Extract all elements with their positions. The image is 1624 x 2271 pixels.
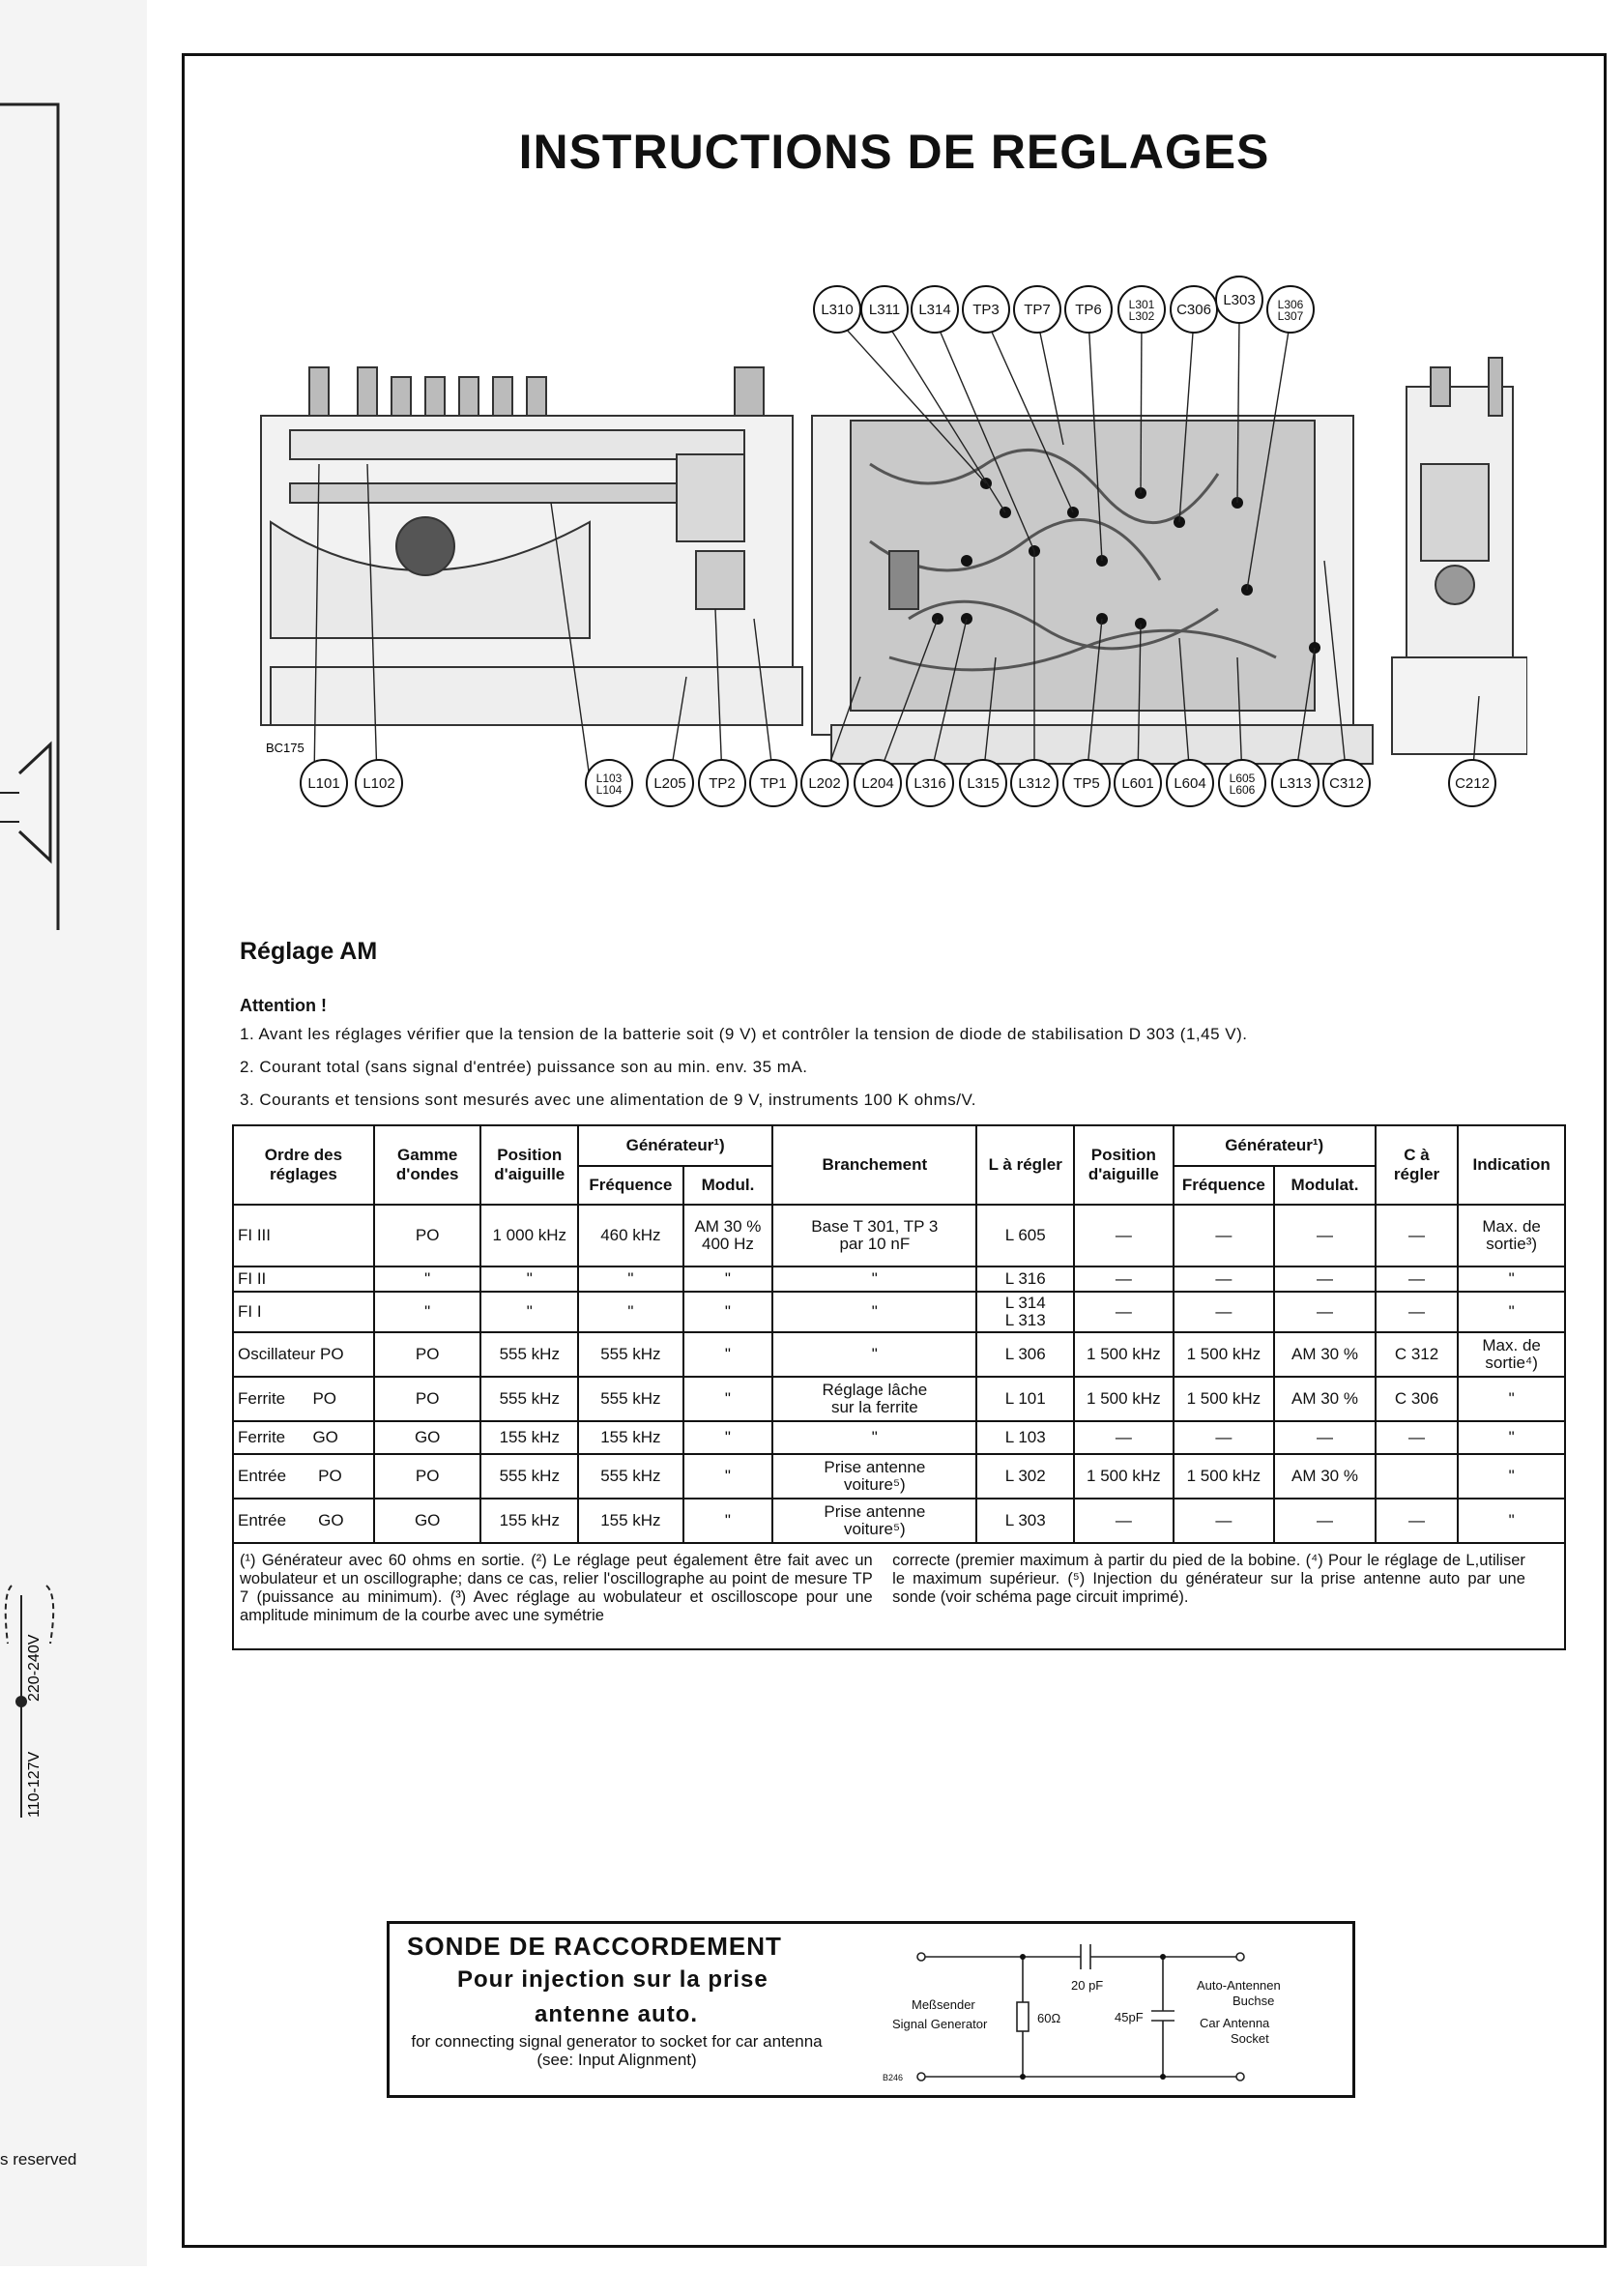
table-cell: Prise antenne voiture⁵)	[772, 1499, 976, 1543]
table-cell: —	[1074, 1205, 1174, 1267]
circuit-label-signal-gen: Signal Generator	[892, 2017, 988, 2031]
svg-text:L301L302: L301 L302	[1128, 298, 1155, 323]
callout-l204	[855, 760, 901, 806]
svg-text:TP3: TP3	[972, 302, 1000, 318]
header-branchement: Branchement	[772, 1125, 976, 1205]
note-1: 1. Avant les réglages vérifier que la tension de la batterie soit (9 V) et contrôler la tension de diode de stabilisation D 303 (1,45 V).	[240, 1025, 1248, 1043]
svg-text:TP2: TP2	[709, 775, 736, 792]
table-cell: —	[1376, 1421, 1458, 1454]
header-frequence: Fréquence	[578, 1166, 683, 1205]
circuit-cap-shunt: 45pF	[1115, 2010, 1144, 2024]
table-cell: "	[683, 1377, 773, 1421]
callout-l101	[301, 760, 347, 806]
svg-text:L313: L313	[1279, 775, 1312, 792]
sonde-title: SONDE DE RACCORDEMENT	[407, 1932, 782, 1961]
circuit-label-auto-antennen: Auto-Antennen	[1197, 1978, 1281, 1993]
callout-l313	[1272, 760, 1319, 806]
callout-l314	[912, 286, 958, 333]
table-cell: AM 30 %	[1274, 1377, 1376, 1421]
table-cell: 1 500 kHz	[1174, 1377, 1275, 1421]
table-cell: 460 kHz	[578, 1205, 683, 1267]
table-cell: 155 kHz	[480, 1499, 578, 1543]
circuit-label-socket: Socket	[1231, 2031, 1269, 2046]
table-cell: 555 kHz	[480, 1377, 578, 1421]
circuit-label-car-antenna: Car Antenna	[1200, 2016, 1270, 2030]
header-gamme: Gamme d'ondes	[374, 1125, 481, 1205]
callout-c312	[1323, 760, 1370, 806]
note-2: 2. Courant total (sans signal d'entrée) puissance son au min. env. 35 mA.	[240, 1058, 808, 1076]
header-generateur: Générateur¹)	[578, 1125, 772, 1166]
sonde-circuit	[873, 1930, 1347, 2094]
callout-l205	[647, 760, 693, 806]
callout-l604	[1167, 760, 1213, 806]
callout-c306	[1171, 286, 1217, 333]
table-cell: —	[1274, 1267, 1376, 1292]
circuit-cap-series: 20 pF	[1071, 1978, 1104, 1993]
table-cell: GO	[374, 1499, 481, 1543]
table-cell: 155 kHz	[480, 1421, 578, 1454]
table-cell: —	[1274, 1292, 1376, 1332]
table-cell: C 306	[1376, 1377, 1458, 1421]
header-c-regler: C à régler	[1376, 1125, 1458, 1205]
table-cell: L 101	[976, 1377, 1074, 1421]
svg-text:L311: L311	[868, 302, 901, 318]
svg-text:L102: L102	[362, 775, 395, 792]
table-cell: 1 000 kHz	[480, 1205, 578, 1267]
callout-tp6	[1065, 286, 1112, 333]
table-cell: "	[480, 1292, 578, 1332]
table-row	[233, 1421, 1565, 1454]
reserved-text: s reserved	[0, 2150, 77, 2169]
table-cell: "	[772, 1421, 976, 1454]
table-row	[233, 1332, 1565, 1377]
callout-l312	[1011, 760, 1058, 806]
svg-text:L605L606: L605 L606	[1229, 772, 1256, 797]
voltage-label-high: 220-240V	[26, 1634, 43, 1702]
table-cell: "	[1458, 1421, 1565, 1454]
table-cell: "	[480, 1267, 578, 1292]
table-cell: L 306	[976, 1332, 1074, 1377]
table-cell: FI III	[233, 1205, 374, 1267]
table-cell: "	[578, 1267, 683, 1292]
table-cell: —	[1376, 1267, 1458, 1292]
table-row	[233, 1292, 1565, 1332]
table-cell: 555 kHz	[578, 1377, 683, 1421]
svg-text:L604: L604	[1174, 775, 1206, 792]
header-position-2: Position d'aiguille	[1074, 1125, 1174, 1205]
table-cell: PO	[374, 1332, 481, 1377]
table-cell: "	[772, 1267, 976, 1292]
svg-text:C306: C306	[1176, 302, 1211, 318]
table-cell: "	[683, 1454, 773, 1499]
table-cell: —	[1074, 1267, 1174, 1292]
table-cell: 155 kHz	[578, 1499, 683, 1543]
svg-text:C212: C212	[1455, 775, 1490, 792]
svg-text:L205: L205	[653, 775, 686, 792]
table-cell: —	[1376, 1499, 1458, 1543]
table-cell: —	[1074, 1499, 1174, 1543]
svg-text:L312: L312	[1018, 775, 1051, 792]
table-cell: "	[1458, 1292, 1565, 1332]
table-cell: 155 kHz	[578, 1421, 683, 1454]
table-cell: 555 kHz	[480, 1454, 578, 1499]
left-margin-drawing	[0, 0, 147, 2266]
table-cell: "	[578, 1292, 683, 1332]
header-generateur-2: Générateur¹)	[1174, 1125, 1376, 1166]
svg-text:TP5: TP5	[1073, 775, 1100, 792]
table-cell: L 605	[976, 1205, 1074, 1267]
header-ordre: Ordre des réglages	[233, 1125, 374, 1205]
sonde-subtitle-1: Pour injection sur la prise	[457, 1966, 768, 1993]
table-cell: 1 500 kHz	[1074, 1377, 1174, 1421]
table-cell: —	[1174, 1205, 1275, 1267]
table-cell: "	[683, 1421, 773, 1454]
header-indication: Indication	[1458, 1125, 1565, 1205]
callout-tp2	[699, 760, 745, 806]
header-modulat-2: Modulat.	[1274, 1166, 1376, 1205]
table-cell: "	[1458, 1454, 1565, 1499]
callout-l202	[801, 760, 848, 806]
callout-l306-l307	[1267, 286, 1314, 333]
svg-text:L601: L601	[1121, 775, 1154, 792]
bc175-label: BC175	[266, 741, 304, 755]
callout-c212	[1449, 760, 1495, 806]
table-cell	[1376, 1454, 1458, 1499]
callout-l103-l104	[586, 760, 632, 806]
table-cell: Base T 301, TP 3 par 10 nF	[772, 1205, 976, 1267]
callout-l301-l302	[1118, 286, 1165, 333]
table-cell: "	[1458, 1499, 1565, 1543]
table-cell: Prise antenne voiture⁵)	[772, 1454, 976, 1499]
table-cell: "	[683, 1292, 773, 1332]
svg-text:L314: L314	[918, 302, 951, 318]
left-margin-strip	[0, 0, 147, 2266]
svg-text:L306L307: L306 L307	[1277, 298, 1304, 323]
table-cell: 1 500 kHz	[1074, 1454, 1174, 1499]
table-cell: 1 500 kHz	[1174, 1332, 1275, 1377]
table-cell: —	[1074, 1292, 1174, 1332]
table-cell: —	[1174, 1499, 1275, 1543]
table-cell: —	[1376, 1205, 1458, 1267]
table-cell: —	[1174, 1292, 1275, 1332]
table-cell: —	[1274, 1499, 1376, 1543]
table-cell: PO	[374, 1377, 481, 1421]
attention-label: Attention !	[240, 996, 327, 1015]
table-cell: Entrée GO	[233, 1499, 374, 1543]
table-cell: "	[1458, 1267, 1565, 1292]
svg-text:L101: L101	[307, 775, 340, 792]
table-cell: "	[683, 1332, 773, 1377]
table-cell: Réglage lâche sur la ferrite	[772, 1377, 976, 1421]
callout-l310	[814, 286, 860, 333]
svg-text:L202: L202	[808, 775, 841, 792]
table-row	[233, 1205, 1565, 1267]
table-row	[233, 1377, 1565, 1421]
sonde-box	[387, 1921, 1355, 2098]
table-cell: PO	[374, 1205, 481, 1267]
svg-text:L303: L303	[1223, 292, 1256, 308]
table-cell: "	[374, 1267, 481, 1292]
section-title: Réglage AM	[240, 938, 378, 965]
svg-text:TP1: TP1	[760, 775, 787, 792]
header-modul: Modul.	[683, 1166, 773, 1205]
table-cell: "	[772, 1292, 976, 1332]
table-cell: "	[683, 1267, 773, 1292]
callout-l311	[861, 286, 908, 333]
table-cell: L 314 L 313	[976, 1292, 1074, 1332]
table-cell: —	[1174, 1267, 1275, 1292]
table-cell: "	[1458, 1377, 1565, 1421]
table-cell: —	[1274, 1205, 1376, 1267]
page-title: INSTRUCTIONS DE REGLAGES	[518, 125, 1270, 179]
table-cell: Ferrite GO	[233, 1421, 374, 1454]
callout-tp3	[963, 286, 1009, 333]
svg-text:TP6: TP6	[1075, 302, 1102, 318]
table-cell: Max. de sortie⁴)	[1458, 1332, 1565, 1377]
footnote-right: correcte (premier maximum à partir du pied de la bobine. (⁴) Pour le réglage de L,utiliser le maximum supérieur. (⁵) Injection du générateur sur la prise antenne auto par une sonde (voir schéma page circuit imprimé).	[892, 1551, 1525, 1606]
table-cell: Ferrite PO	[233, 1377, 374, 1421]
table-cell: AM 30 %	[1274, 1454, 1376, 1499]
callout-tp7	[1014, 286, 1060, 333]
sonde-english: for connecting signal generator to socket for car antenna (see: Input Alignment)	[411, 2032, 823, 2069]
table-cell: 555 kHz	[578, 1454, 683, 1499]
chassis-diagram	[232, 271, 1527, 812]
svg-text:L310: L310	[821, 302, 854, 318]
table-cell: Entrée PO	[233, 1454, 374, 1499]
table-cell: L 302	[976, 1454, 1074, 1499]
table-cell: FI I	[233, 1292, 374, 1332]
svg-text:TP7: TP7	[1024, 302, 1051, 318]
callout-l605-l606	[1219, 760, 1265, 806]
table-row	[233, 1267, 1565, 1292]
callout-l102	[356, 760, 402, 806]
table-cell: AM 30 %	[1274, 1332, 1376, 1377]
header-l-regler: L à régler	[976, 1125, 1074, 1205]
table-cell: 555 kHz	[480, 1332, 578, 1377]
svg-text:L204: L204	[861, 775, 894, 792]
svg-text:C312: C312	[1329, 775, 1364, 792]
circuit-code: B246	[883, 2073, 904, 2082]
table-cell: GO	[374, 1421, 481, 1454]
table-cell: —	[1174, 1421, 1275, 1454]
callout-tp5	[1063, 760, 1110, 806]
header-position: Position d'aiguille	[480, 1125, 578, 1205]
svg-text:L315: L315	[967, 775, 1000, 792]
sonde-subtitle-2: antenne auto.	[535, 2001, 699, 2027]
alignment-table-wrap	[232, 1124, 1566, 1650]
table-cell: L 316	[976, 1267, 1074, 1292]
circuit-label-messender: Meßsender	[912, 1997, 975, 2012]
alignment-table-body	[233, 1205, 1565, 1543]
table-cell: FI II	[233, 1267, 374, 1292]
footnote-left: (¹) Générateur avec 60 ohms en sortie. (²) Le réglage peut également être fait avec un wobulateur et un oscillographe; dans ce cas, relier l'oscillographe au point de mesure TP 7 (puissance au minimum). (³) Avec réglage au wobulateur et oscilloscope pour une amplitude minimum de la courbe avec une symétrie	[240, 1551, 873, 1624]
table-cell: "	[772, 1332, 976, 1377]
table-cell: L 103	[976, 1421, 1074, 1454]
voltage-label-low: 110-127V	[26, 1751, 43, 1818]
table-row	[233, 1499, 1565, 1543]
table-cell: AM 30 % 400 Hz	[683, 1205, 773, 1267]
table-cell: "	[683, 1499, 773, 1543]
alignment-table	[232, 1124, 1566, 1650]
table-cell: —	[1074, 1421, 1174, 1454]
callout-l303	[1216, 277, 1262, 323]
table-cell: C 312	[1376, 1332, 1458, 1377]
table-cell: Max. de sortie³)	[1458, 1205, 1565, 1267]
circuit-resistor: 60Ω	[1037, 2011, 1061, 2025]
table-cell: 1 500 kHz	[1074, 1332, 1174, 1377]
footnote-cell	[233, 1543, 1565, 1649]
callout-l315	[960, 760, 1006, 806]
callout-tp1	[750, 760, 797, 806]
table-cell: PO	[374, 1454, 481, 1499]
table-cell: —	[1274, 1421, 1376, 1454]
header-frequence-2: Fréquence	[1174, 1166, 1275, 1205]
callout-l316	[907, 760, 953, 806]
table-cell: Oscillateur PO	[233, 1332, 374, 1377]
circuit-label-buchse: Buchse	[1232, 1994, 1275, 2008]
note-3: 3. Courants et tensions sont mesurés avec une alimentation de 9 V, instruments 100 K ohms/V.	[240, 1091, 976, 1109]
callout-l601	[1115, 760, 1161, 806]
svg-text:L316: L316	[914, 775, 946, 792]
table-cell: 1 500 kHz	[1174, 1454, 1275, 1499]
svg-text:L103L104: L103 L104	[595, 772, 623, 797]
table-cell: "	[374, 1292, 481, 1332]
table-cell: 555 kHz	[578, 1332, 683, 1377]
table-cell: —	[1376, 1292, 1458, 1332]
table-row	[233, 1454, 1565, 1499]
table-cell: L 303	[976, 1499, 1074, 1543]
